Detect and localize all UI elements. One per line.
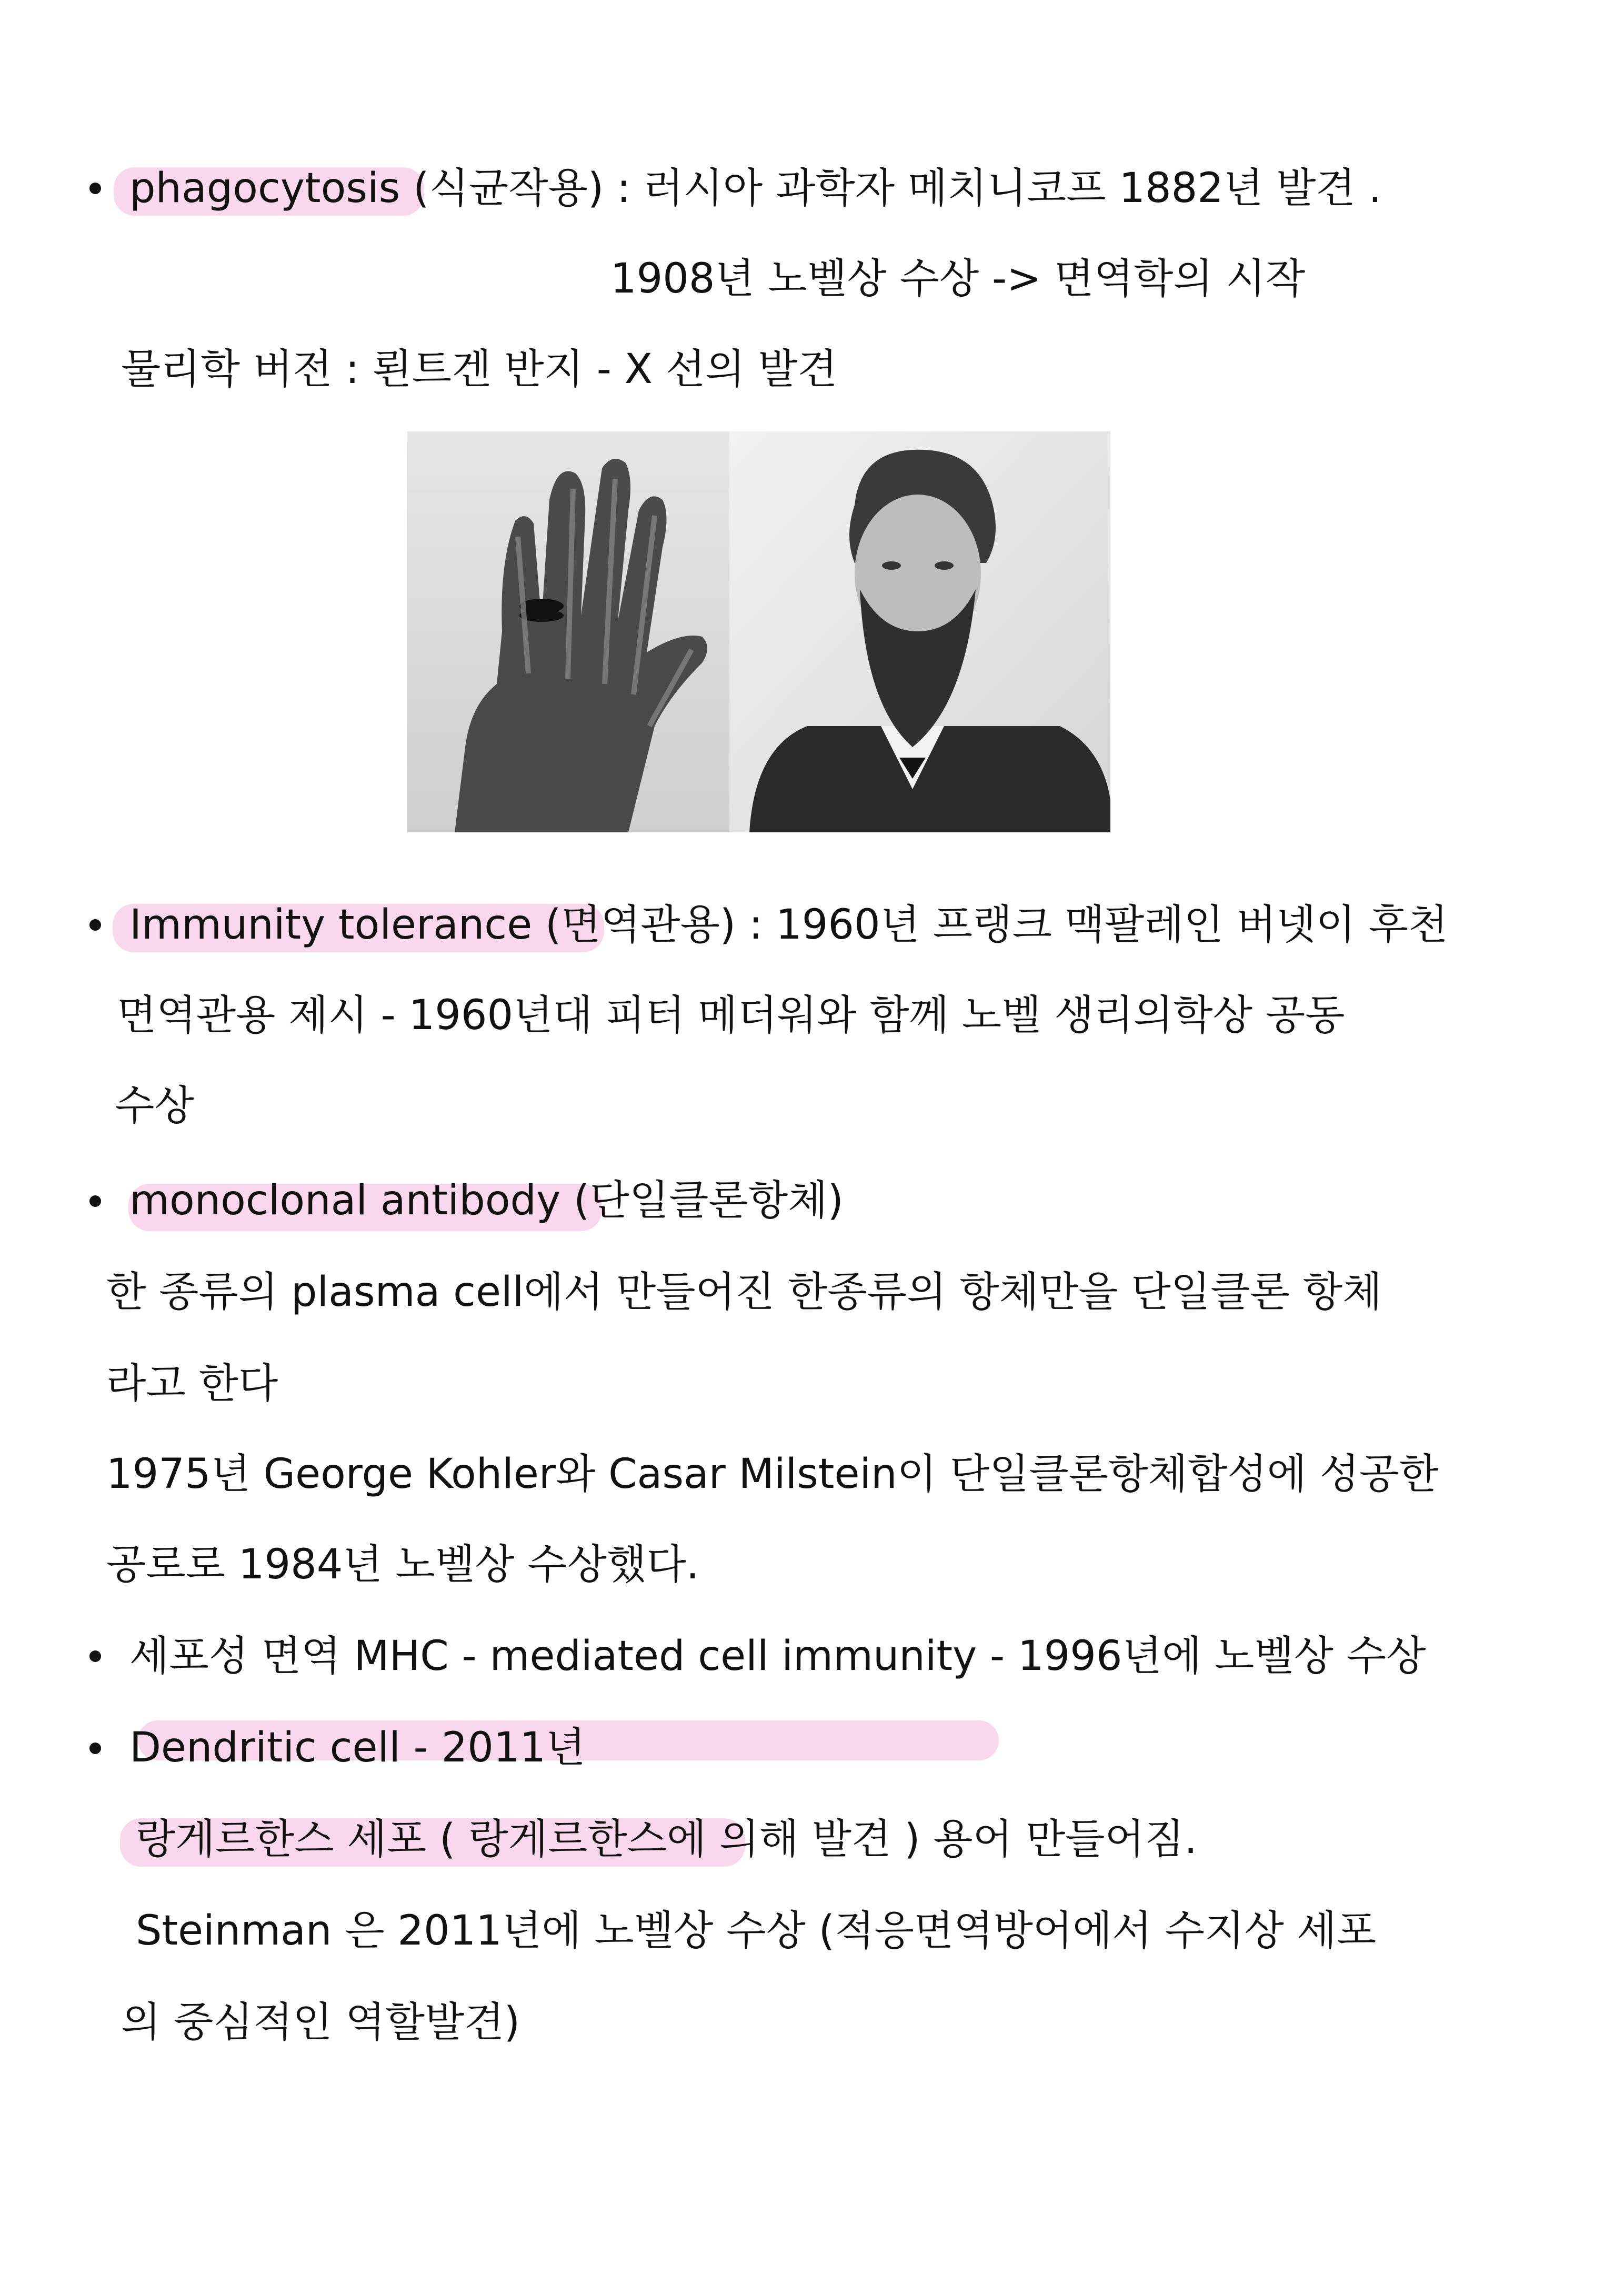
- tolerance-description: (면역관용) : 1960년 프랭크 맥팔레인 버넷이 후천: [532, 901, 1448, 949]
- physics-version-line: 물리학 버전 : 뢴트겐 반지 - X 선의 발견: [121, 346, 838, 393]
- monoclonal-line: [129, 1174, 844, 1227]
- phagocytosis-description: (식균작용) : 러시아 과학자 메치니코프 1882년 발견 .: [400, 165, 1382, 212]
- monoclonal-korean: (단일클론항체): [560, 1177, 844, 1224]
- dendritic-line-4: 의 중심적인 역할발견): [121, 1999, 520, 2046]
- phagocytosis-term: phagocytosis: [129, 165, 400, 212]
- bullet-point: [89, 1743, 101, 1754]
- roentgen-figure: [407, 431, 1110, 832]
- monoclonal-line-4: 1975년 George Kohler와 Casar Milstein이 단일클론항체합성에 성공한: [106, 1451, 1439, 1498]
- phagocytosis-nobel-line: 1908년 노벨상 수상 -> 면역학의 시작: [610, 255, 1306, 303]
- monoclonal-line-3: 라고 한다: [106, 1360, 278, 1407]
- roentgen-figure-drawing: [407, 431, 1110, 832]
- bullet-point: [89, 919, 101, 931]
- tolerance-term: Immunity tolerance: [129, 901, 533, 949]
- tolerance-line-3: 수상: [115, 1082, 194, 1130]
- bullet-point: [89, 183, 101, 194]
- tolerance-line: [129, 899, 1448, 951]
- tolerance-line-2: 면역관용 제시 - 1960년대 피터 메더워와 함께 노벨 생리의학상 공동: [117, 992, 1345, 1039]
- monoclonal-line-2: 한 종류의 plasma cell에서 만들어진 한종류의 항체만을 단일클론 항체: [106, 1268, 1382, 1316]
- dendritic-term: Dendritic cell - 2011년: [129, 1724, 586, 1771]
- phagocytosis-line: [129, 162, 1381, 215]
- monoclonal-term: monoclonal antibody: [129, 1177, 561, 1224]
- dendritic-line-2: 랑게르한스 세포 ( 랑게르한스에 의해 발견 ) 용어 만들어짐.: [136, 1816, 1198, 1863]
- mhc-line: 세포성 면역 MHC - mediated cell immunity - 1996년에 노벨상 수상: [129, 1633, 1426, 1680]
- monoclonal-line-5: 공로로 1984년 노벨상 수상했다.: [106, 1541, 699, 1588]
- bullet-point: [89, 1650, 101, 1662]
- dendritic-line-3: Steinman 은 2011년에 노벨상 수상 (적응면역방어에서 수지상 세포: [136, 1907, 1377, 1955]
- bullet-point: [89, 1195, 101, 1207]
